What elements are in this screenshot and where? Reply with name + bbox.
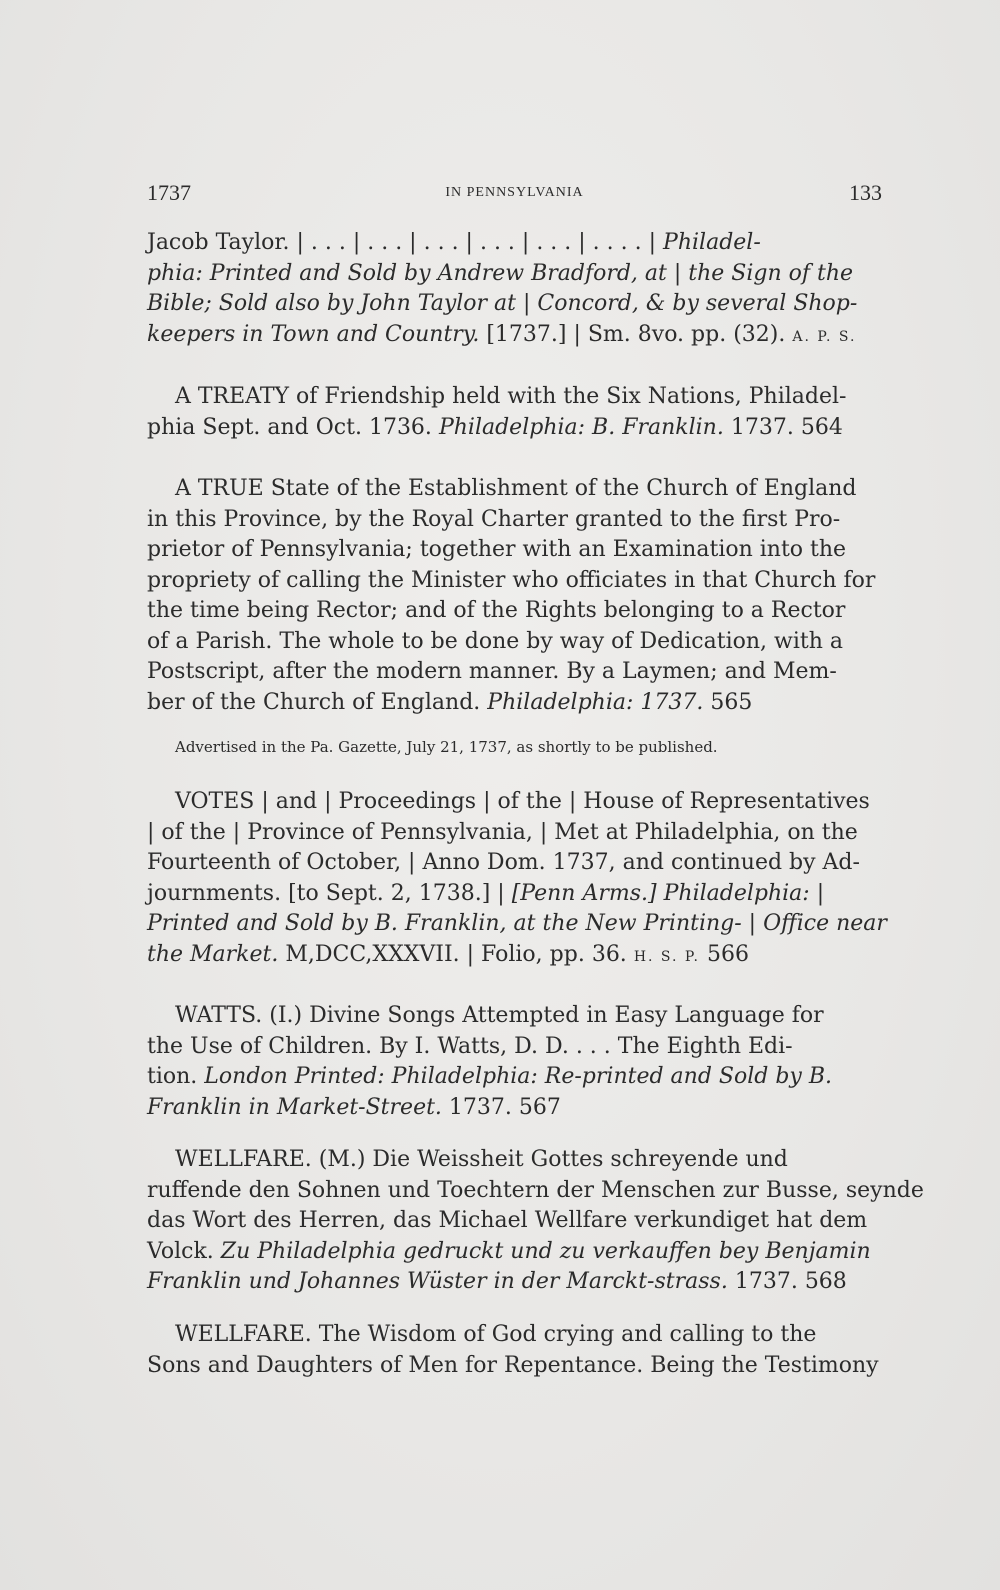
entry-imprint: keepers in Town and Country. bbox=[147, 321, 480, 347]
entry-line: das Wort des Herren, das Michael Wellfare verkundiget hat dem bbox=[147, 1208, 868, 1233]
entry-line: the time being Rector; and of the Rights belonging to a Rector bbox=[147, 598, 846, 623]
header-year: 1737 bbox=[147, 180, 191, 205]
running-header bbox=[147, 180, 882, 210]
entry-564 bbox=[147, 382, 882, 443]
entry-line bbox=[147, 1267, 882, 1298]
entry-line bbox=[147, 228, 882, 259]
entry-date: 1737. bbox=[448, 1094, 512, 1120]
entry-imprint-line: Printed and Sold by B. Franklin, at the New Printing- | Office near bbox=[147, 911, 887, 936]
entry-line: prietor of Pennsylvania; together with an Examination into the bbox=[147, 537, 847, 562]
entry-number: 565 bbox=[710, 689, 753, 715]
entry-line: Fourteenth of October, | Anno Dom. 1737, and continued by Ad- bbox=[147, 850, 860, 875]
entry-line bbox=[147, 879, 882, 910]
entry-line bbox=[147, 1062, 882, 1093]
entry-line bbox=[147, 688, 882, 719]
entry-text: phia Sept. and Oct. 1736. bbox=[147, 414, 432, 440]
entry-line bbox=[147, 1237, 882, 1268]
running-title: IN PENNSYLVANIA bbox=[445, 185, 584, 200]
entry-line bbox=[147, 1093, 882, 1124]
entry-line: in this Province, by the Royal Charter granted to the first Pro- bbox=[147, 506, 841, 532]
entry-565 bbox=[147, 474, 882, 718]
entry-line: | of the | Province of Pennsylvania, | Met at Philadelphia, on the bbox=[147, 819, 858, 845]
entry-number: 566 bbox=[706, 941, 749, 967]
entry-text: tion. bbox=[147, 1064, 198, 1089]
entry-text: journments. [to Sept. 2, 1738.] | bbox=[147, 880, 505, 906]
entry-imprint: London Printed: Philadelphia: Re-printed and Sold by B. bbox=[204, 1064, 833, 1089]
entry-line bbox=[147, 413, 882, 444]
entry-567 bbox=[147, 1001, 882, 1123]
entry-line: WATTS. (I.) Divine Songs Attempted in Easy Language for bbox=[175, 1003, 824, 1028]
entry-imprint: the Market. bbox=[147, 941, 279, 967]
entry-line: Postscript, after the modern manner. By a Laymen; and Mem- bbox=[147, 659, 837, 684]
entry-568 bbox=[147, 1145, 924, 1298]
entry-imprint: Philadel- bbox=[663, 230, 761, 255]
entry-imprint-line: Bible; Sold also by John Taylor at | Concord, & by several Shop- bbox=[147, 291, 858, 316]
entry-imprint: [Penn Arms.] Philadelphia: | bbox=[511, 880, 825, 906]
entry-line: Sons and Daughters of Men for Repentance. Being the Testimony bbox=[147, 1352, 879, 1378]
entry-line: A TRUE State of the Establishment of the Church of England bbox=[175, 476, 857, 501]
entry-imprint: Franklin und Johannes Wüster in der Marckt-strass. bbox=[147, 1269, 728, 1294]
entry-line: WELLFARE. (M.) Die Weissheit Gottes schreyende und bbox=[175, 1147, 788, 1172]
entry-line: the Use of Children. By I. Watts, D. D. . . . The Eighth Edi- bbox=[147, 1033, 793, 1059]
entry-line bbox=[147, 320, 882, 353]
entry-number: 568 bbox=[804, 1269, 847, 1294]
entry-number: 564 bbox=[800, 414, 843, 440]
entry-566 bbox=[147, 787, 887, 972]
page-number: 133 bbox=[849, 180, 882, 205]
entry-line: VOTES | and | Proceedings | of the | House of Representatives bbox=[175, 789, 870, 814]
location-symbol: H. S. P. bbox=[633, 948, 700, 965]
entry-collation: M,DCC,XXXVII. | Folio, pp. 36. bbox=[285, 941, 627, 967]
entry-text: Volck. bbox=[147, 1238, 214, 1264]
entry-date: 1737. bbox=[734, 1269, 798, 1294]
entry-text: ber of the Church of England. bbox=[147, 689, 481, 715]
entry-note: Advertised in the Pa. Gazette, July 21, 1737, as shortly to be published. bbox=[175, 738, 718, 756]
entry-line: A TREATY of Friendship held with the Six Nations, Philadel- bbox=[175, 384, 847, 409]
entry-line bbox=[147, 940, 882, 973]
entry-imprint: Philadelphia: B. Franklin. bbox=[438, 414, 724, 440]
entry-wellfare-wisdom bbox=[147, 1320, 882, 1381]
entry-line: ruffende den Sohnen und Toechtern der Menschen zur Busse, seynde bbox=[147, 1177, 924, 1203]
entry-imprint: Philadelphia: 1737. bbox=[487, 689, 704, 715]
entry-text: Jacob Taylor. | . . . | . . . | . . . | . . . | . . . | . . . . | bbox=[147, 230, 657, 255]
entry-number: 567 bbox=[518, 1094, 561, 1120]
entry-imprint: Franklin in Market-Street. bbox=[147, 1094, 442, 1120]
entry-line: WELLFARE. The Wisdom of God crying and calling to the bbox=[175, 1322, 817, 1347]
entry-continued bbox=[147, 228, 882, 352]
entry-date: 1737. bbox=[730, 414, 794, 440]
location-symbol: A. P. S. bbox=[792, 328, 857, 345]
entry-line: of a Parish. The whole to be done by way of Dedication, with a bbox=[147, 628, 843, 654]
entry-collation: [1737.] | Sm. 8vo. pp. (32). bbox=[486, 321, 786, 347]
entry-imprint: Zu Philadelphia gedruckt und zu verkauffen bey Benjamin bbox=[220, 1238, 871, 1264]
entry-imprint-line: phia: Printed and Sold by Andrew Bradford, at | the Sign of the bbox=[147, 260, 854, 286]
entry-line: propriety of calling the Minister who officiates in that Church for bbox=[147, 567, 876, 593]
